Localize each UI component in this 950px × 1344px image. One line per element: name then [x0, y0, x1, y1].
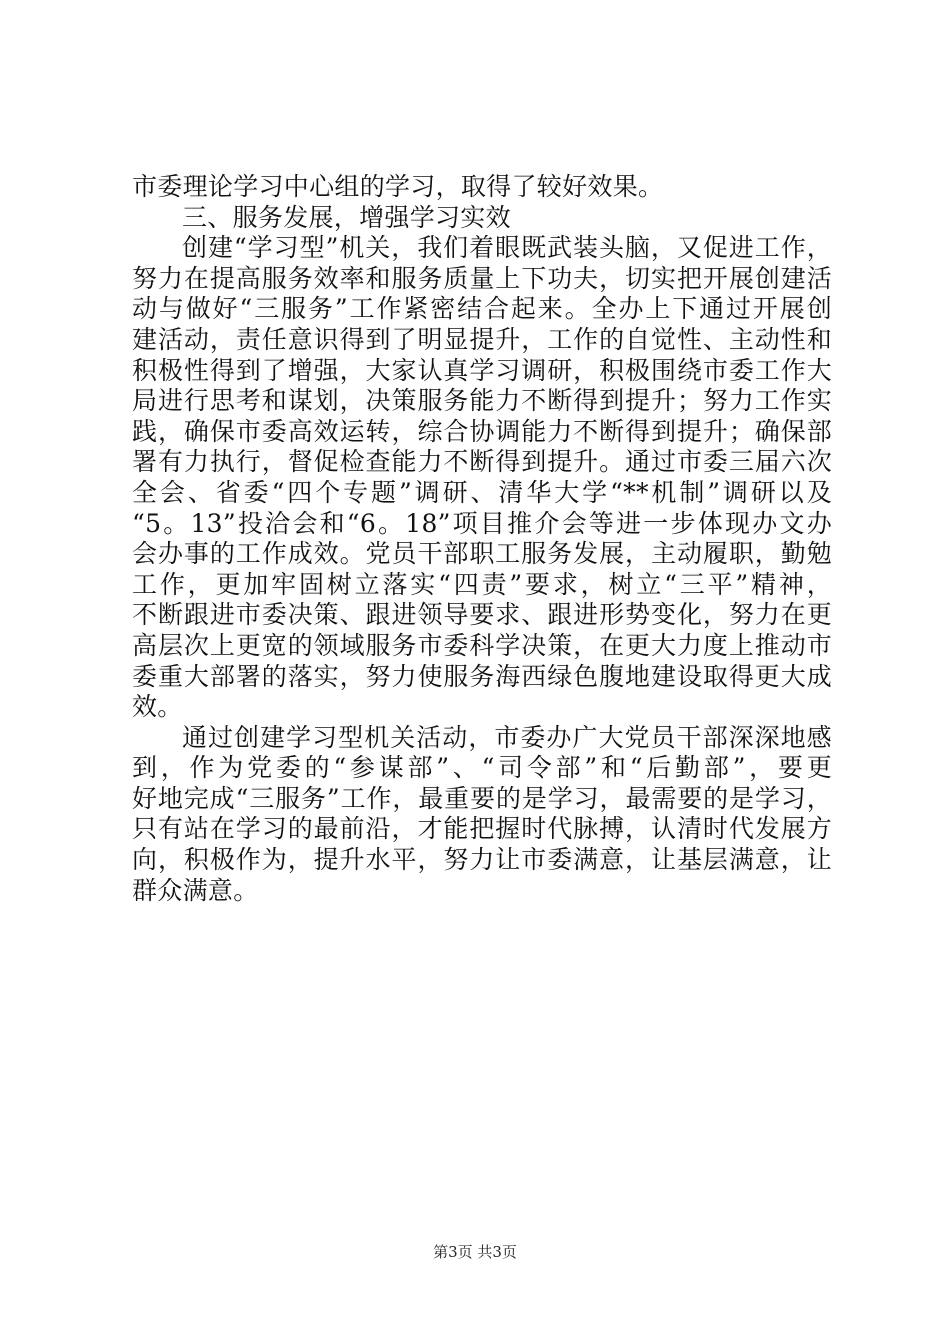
text-line: 努力在提高服务效率和服务质量上下功夫，切实把开展创建活 — [132, 263, 832, 293]
text-line: 全会、省委“四个专题”调研、清华大学“**机制”调研以及 — [132, 477, 832, 507]
text-line: 好地完成“三服务”工作，最重要的是学习，最需要的是学习， — [132, 783, 832, 813]
text-line: 积极性得到了增强，大家认真学习调研，积极围绕市委工作大 — [132, 355, 832, 385]
text-line: 工作，更加牢固树立落实“四责”要求，树立“三平”精神， — [132, 569, 832, 599]
text-line: 不断跟进市委决策、跟进领导要求、跟进形势变化，努力在更 — [132, 600, 832, 630]
text-line: 践，确保市委高效运转，综合协调能力不断得到提升；确保部 — [132, 416, 832, 446]
text-line: 委重大部署的落实，努力使服务海西绿色腹地建设取得更大成 — [132, 661, 832, 691]
text-line: 向，积极作为，提升水平，努力让市委满意，让基层满意，让 — [132, 845, 832, 875]
text-line: 署有力执行，督促检查能力不断得到提升。通过市委三届六次 — [132, 447, 832, 477]
text-line: 创建“学习型”机关，我们着眼既武装头脑，又促进工作， — [182, 233, 832, 263]
text-line: “5。13”投洽会和“6。18”项目推介会等进一步体现办文办 — [132, 508, 832, 538]
text-line: 市委理论学习中心组的学习，取得了较好效果。 — [132, 172, 664, 201]
page-number-footer: 第3页 共3页 — [433, 1243, 517, 1261]
text-line: 局进行思考和谋划，决策服务能力不断得到提升；努力工作实 — [132, 386, 832, 416]
text-line: 效。 — [132, 692, 183, 722]
text-line: 通过创建学习型机关活动，市委办广大党员干部深深地感 — [182, 722, 832, 752]
text-line: 只有站在学习的最前沿，才能把握时代脉搏，认清时代发展方 — [132, 814, 832, 844]
text-line: 会办事的工作成效。党员干部职工服务发展，主动履职，勤勉 — [132, 539, 832, 569]
text-line: 建活动，责任意识得到了明显提升，工作的自觉性、主动性和 — [132, 324, 832, 354]
section-heading: 三、服务发展，增强学习实效 — [182, 202, 511, 232]
text-line: 到，作为党委的“参谋部”、“司令部”和“后勤部”，要更 — [132, 753, 832, 783]
text-line: 高层次上更宽的领域服务市委科学决策，在更大力度上推动市 — [132, 630, 832, 660]
text-line: 群众满意。 — [132, 875, 259, 905]
text-line: 动与做好“三服务”工作紧密结合起来。全办上下通过开展创 — [132, 294, 832, 324]
document-body — [132, 172, 832, 906]
